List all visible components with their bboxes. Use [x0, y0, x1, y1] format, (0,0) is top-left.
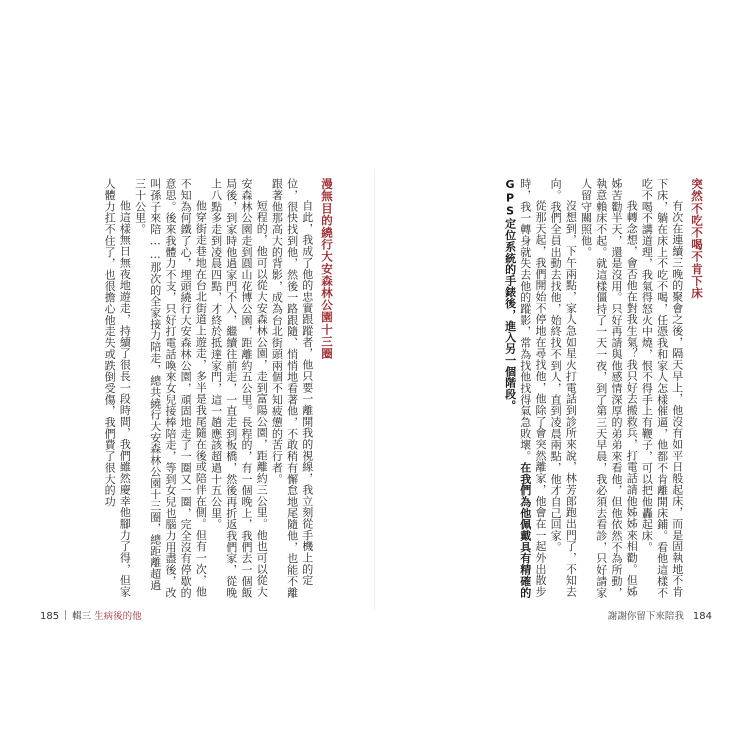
- section-heading-right: 突然不吃不喝不肯下床: [690, 178, 704, 299]
- paragraph-text: 從那天起，我們開始不停地在尋找他，他除了會突然離家，他會在一起外出散步時，我一轉身就失去他的蹤影，常為找他找得氣急敗壞。: [518, 178, 547, 598]
- emphasized-text: 在我們為他佩戴具有精確的GPS定位系統的手錶後，進入另一個階段。: [503, 178, 532, 598]
- paragraph: 有次在連續三晚的聚會之後，隔天早上，他沒有如平日般起床，而是固執地不肯下床，躺在床上不吃不喝，任憑我和家人怎樣催逼，他都不肯離開床鋪。看他這樣不吃不喝不講道理，我氣得怒火中燒，恨不得手上有鞭子，可以把他轟起床。: [640, 178, 684, 598]
- paragraph: 自此，我成了他的忠實跟蹤者，他只要一離開我的視線，我立刻從手機上的定位，很快找到他，然後一路跟隨、悄悄地看著他，不敢稍有懈怠地尾隨他，也能不離跟著他那高大的背影，成為台北街頭兩個不知疲憊的苦行者。: [270, 178, 314, 598]
- folio-divider: [65, 610, 66, 620]
- paragraph: 我轉念想，會否他在對我生氣？我只好去搬救兵，打電話請他姊姊來相勸。但姊姊苦勸半天，還是沒用。只好再請與他感情深厚的弟弟來看他，但他依然不為所動，執意賴床不起。就這樣僵持了一天一夜，到了第三天早晨，我必須去看診，只好請家人留守關照他。: [579, 178, 639, 598]
- section-heading-left: 漫無目的繞行大安森林公園十三圈: [320, 178, 334, 360]
- page-gutter: [374, 170, 375, 610]
- paragraph: 他這樣無日無夜地遊走，持續了很長一段時間，我們雖然慶幸他腳力了得，但家人體力扛不住了，也很擔心他走失或跌倒受傷，我們費了很大的功: [103, 178, 132, 598]
- book-title: 謝謝你留下來陪我: [607, 611, 684, 622]
- chapter-label: 輯三: [72, 611, 92, 622]
- page-number: 184: [692, 611, 712, 622]
- chapter-title: 生病後的他: [94, 611, 142, 622]
- paragraph: 沒想到，下午兩點，家人急如星火打電話到診所來說，林芳郎跑出門了，不知去向。我們全員出動去找他，始終找不到人，直到凌晨兩點，他才自己回家。: [549, 178, 578, 598]
- folio-left: [40, 608, 142, 622]
- paragraph: [502, 178, 548, 598]
- paragraph: 他穿街走巷地在台北街道上遊走，多半是我尾隨在後或陪伴在側。但有一次，他不知為何鐵了心，埋頭繞行大安森林公園，頑固地走了一圈又一圈，完全沒有停歇的意思。後來我體力不支，只好打電話喚來女兒接棒陪走，等到女兒也腦力用盡後，改叫孫子來陪……那次的全家接力陪走，總共繞行大安森林公園十三圈，總距離超過三十公里。: [133, 178, 208, 598]
- page-number: 185: [40, 611, 60, 622]
- right-page-body: [438, 178, 710, 598]
- paragraph: 短程的，他可以從大安森林公園，走到富陽公園，距離約三公里。他也可以從大安森林公園走到圓山花博公園，距離約五公里。長程的，有一個晚上，我們去一個飯局後，到家時他過家門不入，繼續往前走，一直走到板橋，然後再折返我們家，從晚上八點多走到凌晨四點，才終於抵達家門，這一趟應該超過十五公里。: [209, 178, 269, 598]
- folio-right: [608, 608, 712, 622]
- left-page-body: [48, 178, 340, 598]
